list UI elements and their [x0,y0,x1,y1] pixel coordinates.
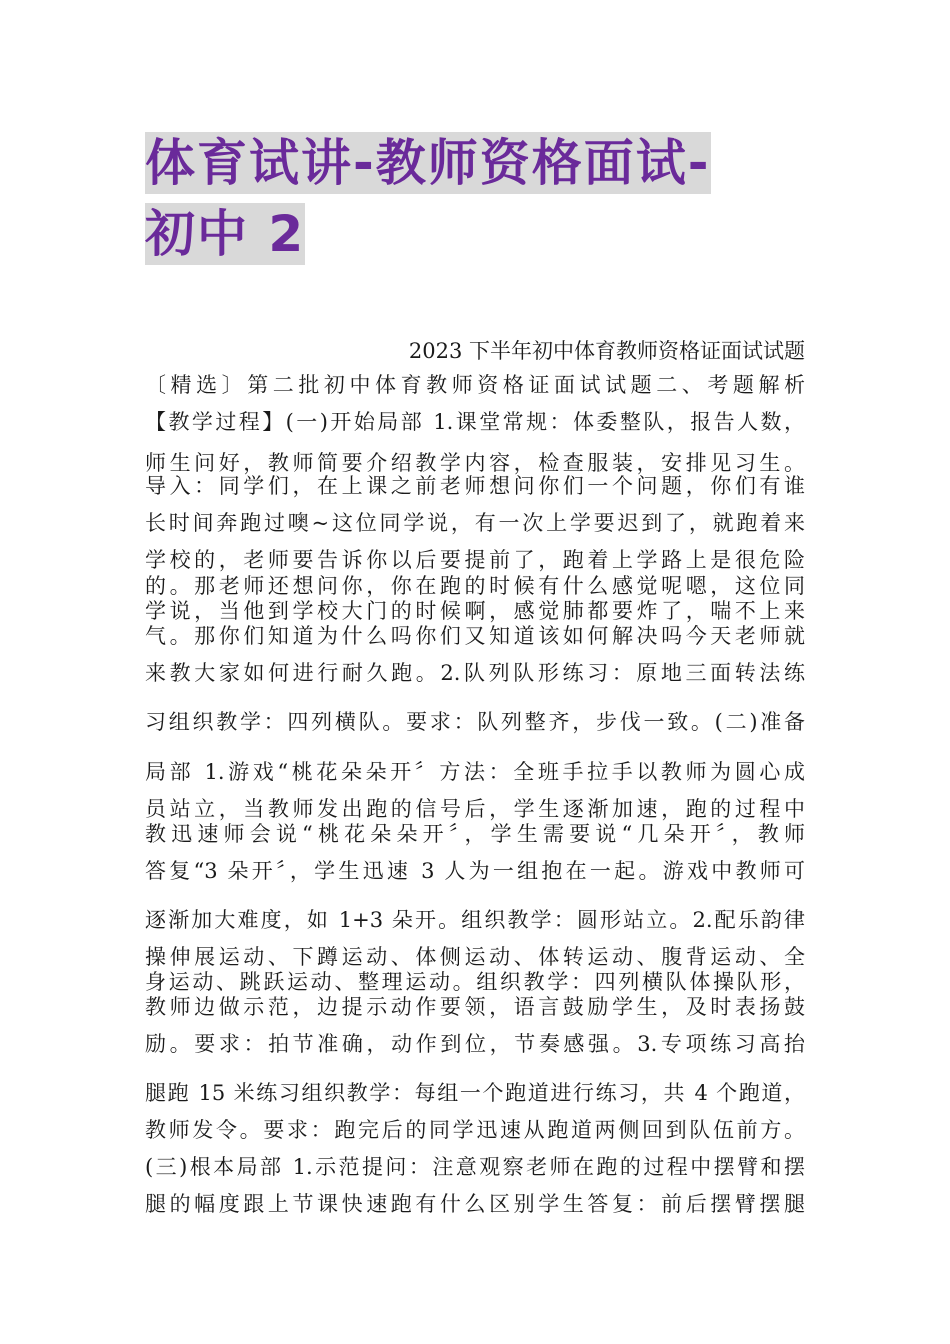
body-line: 来教大家如何进行耐久跑。2.队列队形练习：原地三面转法练 [145,661,805,685]
body-line: 教师发令。要求：跑完后的同学迅速从跑道两侧回到队伍前方。 [145,1118,805,1142]
body-line: 教师边做示范，边提示动作要领，语言鼓励学生，及时表扬鼓 [145,995,805,1019]
body-line: 的。那老师还想问你，你在跑的时候有什么感觉呢嗯，这位同 [145,574,805,598]
body-line: 学说，当他到学校大门的时候啊，感觉肺都要炸了，喘不上来 [145,599,805,623]
body-line: 学校的，老师要告诉你以后要提前了，跑着上学路上是很危险 [145,548,805,572]
body-line: 教迅速师会说“桃花朵朵开〞，学生需要说“几朵开〞，教师 [145,822,805,846]
body-line: 长时间奔跑过噢~这位同学说，有一次上学要迟到了，就跑着来 [145,511,805,535]
title-line-1: 体育试讲-教师资格面试- [145,134,711,192]
body-line: 腿跑 15 米练习组织教学：每组一个跑道进行练习，共 4 个跑道， [145,1081,805,1105]
body-line: 导入：同学们，在上课之前老师想问你们一个问题，你们有谁 [145,474,805,498]
body-line: 师生问好，教师简要介绍教学内容，检查服装，安排见习生。 [145,451,805,475]
body-line: 操伸展运动、下蹲运动、体侧运动、体转运动、腹背运动、全 [145,945,805,969]
body-line: 局部 1.游戏“桃花朵朵开〞方法：全班手拉手以教师为圆心成 [145,760,805,784]
body-line: 答复“3 朵开〞，学生迅速 3 人为一组抱在一起。游戏中教师可 [145,859,805,883]
body-line: 〔精选〕第二批初中体育教师资格证面试试题二、考题解析 [145,373,805,397]
body-line: 2023 下半年初中体育教师资格证面试试题 [408,339,805,363]
body-line: 员站立，当教师发出跑的信号后，学生逐渐加速，跑的过程中 [145,797,805,821]
body-line: (三)根本局部 1.示范提问：注意观察老师在跑的过程中摆臂和摆 [145,1155,805,1179]
body-line: 励。要求：拍节准确，动作到位，节奏感强。3.专项练习高抬 [145,1032,805,1056]
body-line: 习组织教学：四列横队。要求：队列整齐，步伐一致。(二)准备 [145,710,805,734]
body-line: 逐渐加大难度，如 1+3 朵开。组织教学：圆形站立。2.配乐韵律 [145,908,805,932]
body-line: 气。那你们知道为什么吗你们又知道该如何解决吗今天老师就 [145,624,805,648]
title-line-2: 初中 2 [145,205,306,263]
body-line: 腿的幅度跟上节课快速跑有什么区别学生答复：前后摆臂摆腿 [145,1192,805,1216]
body-line: 身运动、跳跃运动、整理运动。组织教学：四列横队体操队形， [145,970,805,994]
body-line: 【教学过程】(一)开始局部 1.课堂常规：体委整队，报告人数， [145,410,805,434]
